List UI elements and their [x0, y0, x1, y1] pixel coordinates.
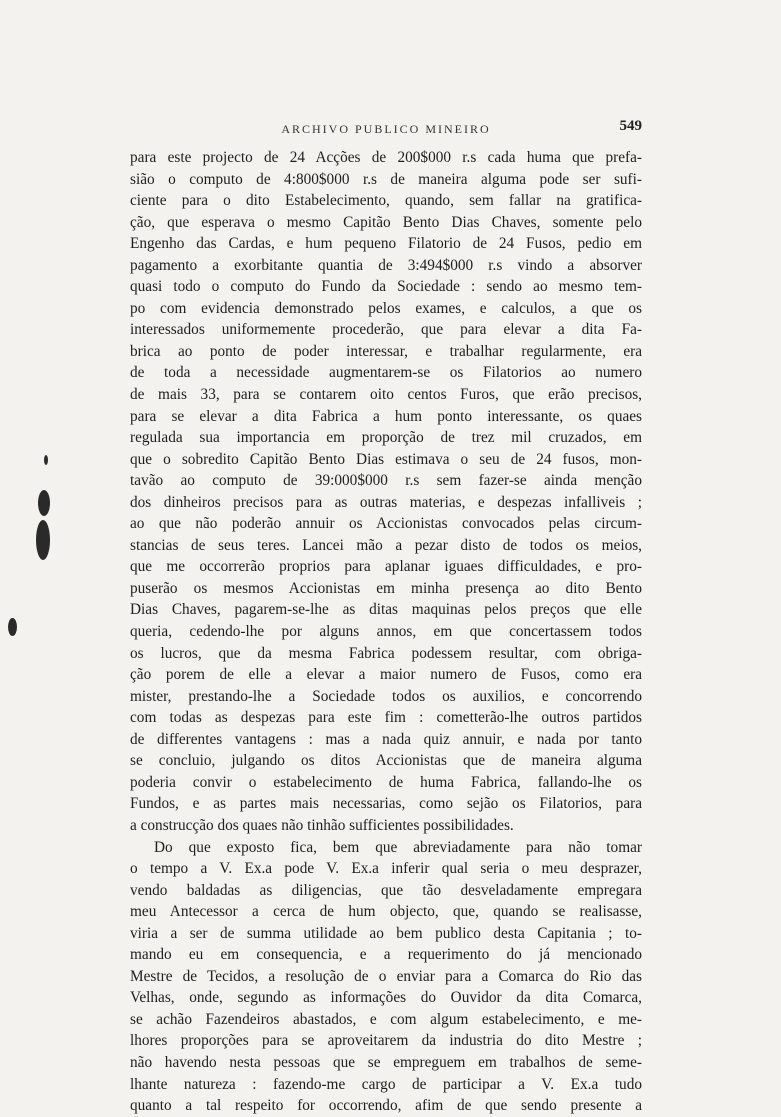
text-line: a construcção dos quaes não tinhão sufficientes possibilidades.	[130, 816, 514, 834]
running-title: ARCHIVO PUBLICO MINEIRO	[281, 122, 491, 136]
text-line: regulada sua importancia em proporção de trez mil cruzados, em	[130, 429, 642, 447]
text-line: mister, prestando-lhe a Sociedade todos os auxilios, e concorrendo	[130, 687, 642, 705]
body-text	[130, 147, 642, 1117]
text-line: ao que não poderão annuir os Accionistas convocados pelas circum-	[130, 515, 642, 533]
text-line: mando eu em consequencia, e a requerimento do já mencionado	[130, 946, 642, 964]
text-line: meu Antecessor a cerca de hum objecto, que, quando se realisasse,	[130, 903, 642, 921]
text-line: de toda a necessidade augmentarem-se os Filatorios ao numero	[130, 364, 642, 382]
text-line: sião o computo de 4:800$000 r.s de maneira alguma pode ser sufi-	[130, 170, 642, 188]
page-header	[130, 118, 642, 138]
ink-speck	[44, 455, 48, 465]
text-line: brica ao ponto de poder interessar, e trabalhar regularmente, era	[130, 342, 642, 360]
text-line: se achão Fazendeiros abastados, e com algum estabelecimento, e me-	[130, 1010, 642, 1028]
text-line: o tempo a V. Ex.a pode V. Ex.a inferir qual seria o meu desprazer,	[130, 860, 642, 878]
text-line: de differentes vantagens : mas a nada quiz annuir, e nada por tanto	[130, 730, 642, 748]
text-line: que me occorrerão proprios para aplanar iguaes difficuldades, e pro-	[130, 558, 642, 576]
text-line: Velhas, onde, segundo as informações do Ouvidor da dita Comarca,	[130, 989, 642, 1007]
text-line: que o sobredito Capitão Bento Dias estimava o seu de 24 fusos, mon-	[130, 450, 642, 468]
text-line: tavão ao computo de 39:000$000 r.s sem fazer-se ainda menção	[130, 472, 642, 490]
text-line: para se elevar a dita Fabrica a hum ponto interessante, os quaes	[130, 407, 642, 425]
text-line: Mestre de Tecidos, a resolução de o enviar para a Comarca do Rio das	[130, 967, 642, 985]
ink-speck	[38, 490, 50, 516]
text-line: Fundos, e as partes mais necessarias, como sejão os Filatorios, para	[130, 795, 642, 813]
text-line: interessados uniformemente procederão, que para elevar a dita Fa-	[130, 321, 642, 339]
text-line: Engenho das Cardas, e hum pequeno Filatorio de 24 Fusos, pedio em	[130, 235, 642, 253]
text-line: poderia convir o estabelecimento de huma Fabrica, fallando-lhe os	[130, 773, 642, 791]
text-line: para este projecto de 24 Acções de 200$000 r.s cada huma que prefa-	[130, 149, 642, 166]
text-line: os lucros, que da mesma Fabrica podessem resultar, com obriga-	[130, 644, 642, 662]
text-line: quasi todo o computo do Fundo da Sociedade : sendo ao mesmo tem-	[130, 278, 642, 296]
text-line: dos dinheiros precisos para as outras materias, e despezas infalliveis ;	[130, 493, 642, 511]
ink-speck	[8, 618, 17, 636]
ink-speck	[36, 520, 50, 560]
text-line: Do que exposto fica, bem que abreviadamente para não tomar	[154, 838, 642, 856]
text-line: lhante natureza : fazendo-me cargo de participar a V. Ex.a tudo	[130, 1075, 642, 1093]
text-line: queria, cedendo-lhe por alguns annos, em que concertassem todos	[130, 623, 642, 641]
text-line: ção porem de elle a elevar a maior numero de Fusos, como era	[130, 666, 642, 684]
text-line: ciente para o dito Estabelecimento, quando, sem fallar na gratifica-	[130, 192, 642, 210]
text-line: Dias Chaves, pagarem-se-lhe as ditas maquinas pelos preços que elle	[130, 601, 642, 619]
text-line: vendo baldadas as diligencias, que tão desveladamente empregara	[130, 881, 642, 899]
text-line: po com evidencia demonstrado pelos exames, e calculos, a que os	[130, 299, 642, 317]
text-line: de mais 33, para se contarem oito centos Furos, que erão precisos,	[130, 386, 642, 404]
page-number: 549	[619, 118, 642, 134]
text-line: com todas as despezas para este fim : cometterão-lhe outros partidos	[130, 709, 642, 727]
text-line: puserão os mesmos Accionistas em minha presença ao dito Bento	[130, 579, 642, 597]
text-line: quanto a tal respeito for occorrendo, afim de que sendo presente a	[130, 1097, 642, 1115]
text-line: não havendo nesta pessoas que se empreguem em trabalhos de seme-	[130, 1053, 642, 1071]
text-line: pagamento a exorbitante quantia de 3:494$000 r.s vindo a absorver	[130, 256, 642, 274]
text-line: viria a ser de summa utilidade ao bem publico desta Capitania ; to-	[130, 924, 642, 942]
text-line: se concluio, julgando os ditos Accionistas que de maneira alguma	[130, 752, 642, 770]
text-line: stancias de seus teres. Lancei mão a pezar disto de todos os meios,	[130, 536, 642, 554]
text-line: lhores proporções para se aproveitarem da industria do dito Mestre ;	[130, 1032, 642, 1050]
text-line: ção, que esperava o mesmo Capitão Bento Dias Chaves, somente pelo	[130, 213, 642, 231]
